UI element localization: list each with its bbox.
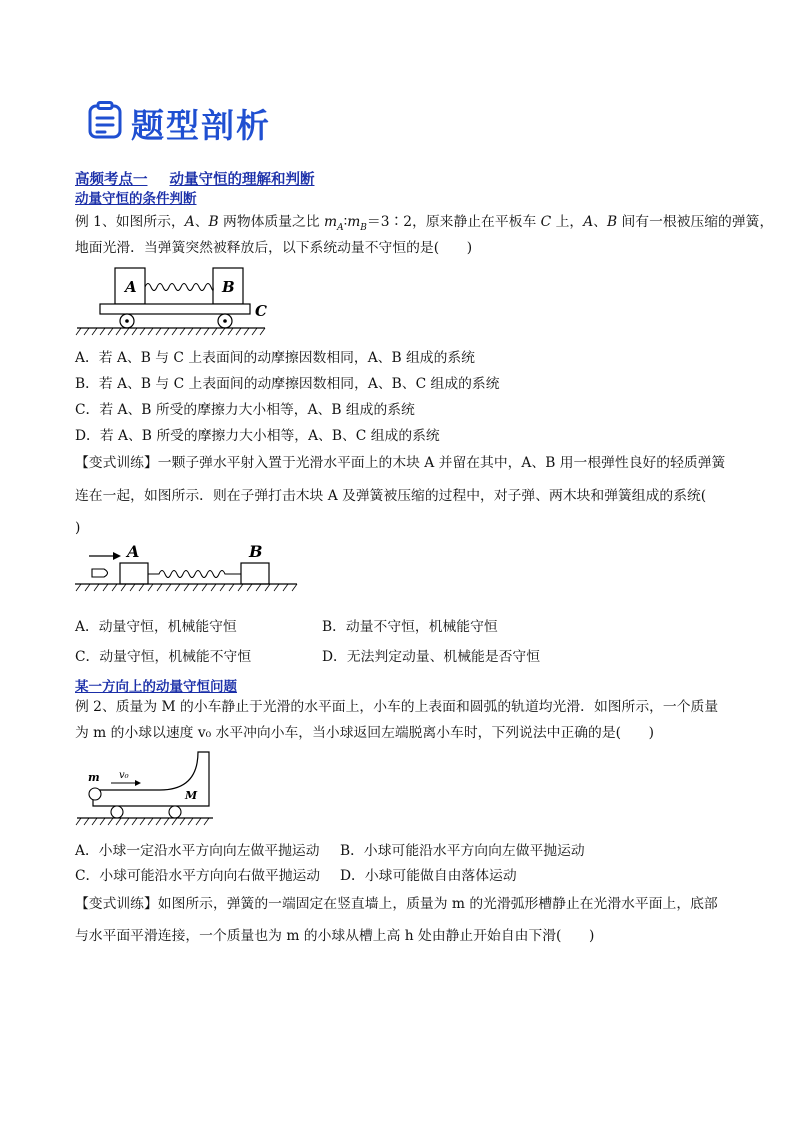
label-m: m	[88, 771, 100, 784]
spring	[145, 284, 213, 291]
label-big-m: M	[185, 789, 198, 802]
section-heading-topic: 动量守恒的理解和判断	[169, 172, 315, 188]
q2-option-b: B．小球可能沿水平方向向左做平抛运动	[340, 843, 585, 859]
q1-stem-text: ＝3∶2，原来静止在平板车	[366, 214, 537, 230]
q2-stem-line1: 例 2、质量为 M 的小车静止于光滑的水平面上，小车的上表面和圆弧的轨道均光滑．如图所示，一个质量	[75, 699, 719, 715]
label-b: B	[249, 542, 263, 561]
page-title: 题型剖析	[131, 106, 271, 145]
bullet	[92, 569, 108, 577]
q1-stem-text: 上，	[555, 214, 584, 230]
figure-cart-spring	[75, 262, 275, 342]
q1-option-b: B．若 A、B 与 C 上表面间的动摩擦因数相同，A、B、C 组成的系统	[75, 376, 500, 392]
var1-stem-line1: 【变式训练】一颗子弹水平射入置于光滑水平面上的木块 A 并留在其中，A、B 用一根弹性良好的轻质弹簧	[75, 455, 726, 471]
var2-stem-line2: 与水平面平滑连接，一个质量也为 m 的小球从槽上高 h 处由静止开始自由下滑( )	[75, 928, 595, 944]
q1-option-d: D．若 A、B 所受的摩擦力大小相等，A、B、C 组成的系统	[75, 428, 440, 444]
section-heading	[75, 168, 315, 189]
label-a: A	[125, 278, 137, 296]
var1-stem-line3: )	[75, 520, 81, 536]
q1-option-a: A．若 A、B 与 C 上表面间的动摩擦因数相同，A、B 组成的系统	[75, 350, 475, 366]
spring	[148, 571, 241, 578]
var1-option-c: C．动量守恒，机械能不守恒	[75, 649, 252, 665]
q1-stem-line1: 例 1、如图所示，A、B 两物体质量之比 $m_A∶m_B=3∶2$，原来静止在平板车 C 上，A、B 间有一根被压缩的弹簧，	[75, 214, 774, 233]
clipboard-icon	[88, 101, 122, 139]
label-v0: v₀	[119, 770, 129, 781]
block-b	[241, 563, 269, 584]
cart-plate	[100, 304, 250, 314]
block-a	[120, 563, 148, 584]
q1-option-c: C．若 A、B 所受的摩擦力大小相等，A、B 组成的系统	[75, 402, 415, 418]
label-b: B	[222, 278, 235, 296]
figure-bullet-blocks	[75, 542, 300, 600]
sub-heading-conditions: 动量守恒的条件判断	[75, 191, 197, 207]
var1-option-b: B．动量不守恒，机械能守恒	[322, 619, 498, 635]
q1-stem-line2: 地面光滑．当弹簧突然被释放后，以下系统动量不守恒的是( )	[75, 240, 473, 256]
q1-stem-text: 间有一根被压缩的弹簧，	[621, 214, 774, 230]
label-a: A	[127, 542, 140, 561]
wheel	[169, 806, 181, 818]
q1-stem-text: 两物体质量之比	[223, 214, 320, 230]
q2-option-a: A．小球一定沿水平方向向左做平抛运动	[75, 843, 320, 859]
q2-option-d: D．小球可能做自由落体运动	[340, 868, 517, 884]
section-heading-label: 高频考点一	[75, 172, 148, 188]
label-c: C	[255, 302, 267, 320]
var1-option-d: D．无法判定动量、机械能是否守恒	[322, 649, 541, 665]
q2-stem-line2: 为 m 的小球以速度 v₀ 水平冲向小车，当小球返回左端脱离小车时，下列说法中正确的是( )	[75, 725, 654, 741]
var1-stem-line2: 连在一起，如图所示．则在子弹打击木块 A 及弹簧被压缩的过程中，对子弹、两木块和弹簧组成的系统(	[75, 488, 707, 504]
q2-option-c: C．小球可能沿水平方向向右做平抛运动	[75, 868, 321, 884]
sub-heading-direction: 某一方向上的动量守恒问题	[75, 679, 237, 695]
figure-ball-cart	[75, 748, 215, 832]
q1-stem-text: 例 1、如图所示，	[75, 214, 185, 230]
var1-option-a: A．动量守恒，机械能守恒	[75, 619, 237, 635]
ball	[89, 788, 101, 800]
var2-stem-line1: 【变式训练】如图所示，弹簧的一端固定在竖直墙上，质量为 m 的光滑弧形槽静止在光滑水平面上，底部	[75, 896, 718, 912]
wheel	[111, 806, 123, 818]
